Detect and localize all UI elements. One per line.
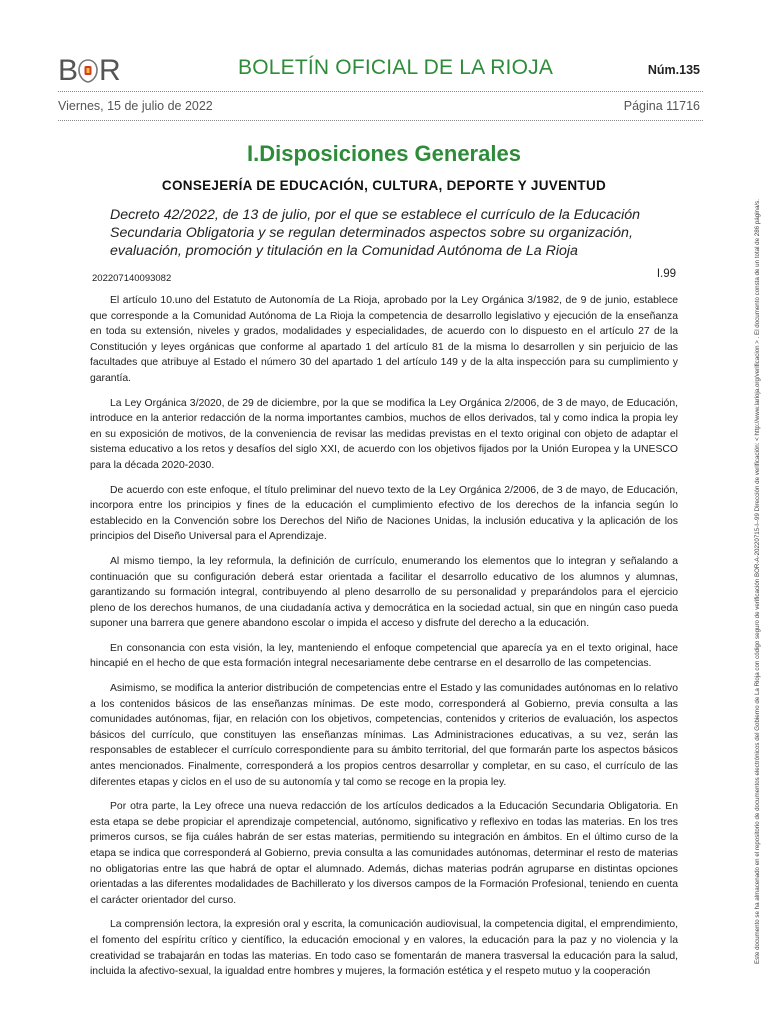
ministry-heading: CONSEJERÍA DE EDUCACIÓN, CULTURA, DEPORTE Y JUVENTUD <box>161 178 607 193</box>
bulletin-title: BOLETÍN OFICIAL DE LA RIOJA <box>238 56 554 79</box>
header-divider-bottom <box>58 120 703 121</box>
body-paragraph: La Ley Orgánica 3/2020, de 29 de diciembre, por la que se modifica la Ley Orgánica 2/2006, de 3 de mayo, de Educación, introduce en la anterior redacción de la norma importantes cambios, muchos de ellos derivados, tal y como indica la propia ley en su exposición de motivos, de la conveniencia de revisar las medidas previstas en el texto original con objeto de adaptar el sistema educativo a los retos y desafíos del siglo XXI, de acuerdo con los objetivos fijados por la Unión Europea y la UNESCO para la década 2020-2030. <box>90 397 678 471</box>
verification-note: Este documento se ha almacenado en el repositorio de documentos electrónicos del Gobierno de La Rioja con código seguro de verificación BOR-A-20220715-I--99 Dirección de verificación: < http://www.larioja.org/verificacion > . El documento consta de un total de 286 página/s. <box>754 199 761 964</box>
logo-letter-r: R <box>99 54 120 87</box>
header-divider-top <box>58 91 703 92</box>
decree-title: Decreto 42/2022, de 13 de julio, por el que se establece el currículo de la Educación Secundaria Obligatoria y se regulan determinados aspectos sobre su organización, evaluación, promoción y titulación en la Comunidad Autónoma de La Rioja <box>110 207 641 259</box>
body-paragraph: Asimismo, se modifica la anterior distribución de competencias entre el Estado y las comunidades autónomas en lo relativo a los contenidos básicos de las enseñanzas mínimas. De este modo, corresponderá al Gobierno, previa consulta a las comunidades autónomas, fijar, en relación con los objetivos, competencias, contenidos y criterios de evaluación, los aspectos básicos del currículo, que constituyen las enseñanzas mínimas. Las Administraciones educativas, a su vez, serán las responsables de establecer el currículo correspondiente para su ámbito territorial, del que formarán parte los aspectos básicos antes mencionados. Finalmente, corresponderá a los propios centros desarrollar y completar, en su caso, el currículo de las diferentes etapas y ciclos en el uso de su autonomía y tal como se recoge en la propia ley. <box>90 683 678 788</box>
body-paragraph: Por otra parte, la Ley ofrece una nueva redacción de los artículos dedicados a la Educación Secundaria Obligatoria. En esta etapa se debe propiciar el aprendizaje competencial, autónomo, significativo y reflexivo en todas las materias. En los tres primeros cursos, se fija cuáles habrán de ser estas materias, permitiendo su integración en ámbitos. En el último curso de la etapa se indica que corresponderá al Gobierno, previa consulta a las comunidades autónomas, determinar el resto de materias no obligatorias entre las que habrá de optar el alumnado. Además, dichas materias podrán agruparse en distintas opciones orientadas a las diferentes modalidades de Bachillerato y los diversos campos de la Formación Profesional, teniendo en cuenta el carácter orientador del curso. <box>90 801 678 906</box>
body-paragraph: Al mismo tiempo, la ley reformula, la definición de currículo, enumerando los elementos que lo integran y señalando a continuación que su configuración deberá estar orientada a facilitar el desarrollo educativo de los alumnos y alumnas, garantizando su formación integral, contribuyendo al pleno desarrollo de su personalidad y preparándolos para el ejercicio pleno de los derechos humanos, de una ciudadanía activa y democrática en la sociedad actual, sin que en ningún caso pueda suponer una barrera que genere abandono escolar o impida el acceso y disfrute del derecho a la educación. <box>90 555 678 630</box>
page-number: Página 11716 <box>623 99 700 113</box>
body-paragraph: En consonancia con esta visión, la ley, manteniendo el enfoque competencial que aparecía ya en el texto original, hace hincapié en el hecho de que esta formación integral necesariamente debe centrarse en el desarrollo de las competencias. <box>90 642 678 670</box>
body-paragraph: El artículo 10.uno del Estatuto de Autonomía de La Rioja, aprobado por la Ley Orgánica 3/1982, de 9 de junio, establece que corresponde a la Comunidad Autónoma de La Rioja la competencia de desarrollo legislativo y ejecución de la enseñanza en toda su extensión, niveles y grados, modalidades y especialidades, de acuerdo con lo dispuesto en el artículo 27 de la Constitución y leyes orgánicas que conforme al apartado 1 del artículo 81 de la misma lo desarrollen y sin perjuicio de las facultades que atribuye al Estado el número 30 del apartado 1 del artículo 149 y de la alta inspección para su cumplimiento y garantía. <box>90 295 678 384</box>
decree-body <box>90 293 678 989</box>
body-paragraph: La comprensión lectora, la expresión oral y escrita, la comunicación audiovisual, la competencia digital, el emprendimiento, el fomento del espíritu crítico y científico, la educación emocional y en valores, la educación para la paz y no violencia y la creatividad se trabajarán en todas las materias. En todo caso se fomentarán de manera trasversal la educación para la salud, incluida la afectivo-sexual, la igualdad entre hombres y mujeres, la formación estética y el respeto mutuo y la cooperación <box>90 919 678 978</box>
section-code: I.99 <box>656 268 676 280</box>
body-paragraph: De acuerdo con este enfoque, el título preliminar del nuevo texto de la Ley Orgánica 2/2006, de 3 de mayo, de Educación, incorpora entre los principios y fines de la educación el cumplimiento efectivo de los derechos de la infancia según lo establecido en la Convención sobre los Derechos del Niño de Naciones Unidas, la inclusión educativa y la aplicación de los principios del Diseño Universal para el Aprendizaje. <box>90 484 678 543</box>
document-code: 202207140093082 <box>92 273 172 284</box>
bor-logo <box>58 56 120 86</box>
publication-date: Viernes, 15 de julio de 2022 <box>58 99 213 113</box>
section-title: I.Disposiciones Generales <box>247 141 521 166</box>
issue-number: Núm.135 <box>647 63 700 77</box>
rioja-seal-icon <box>78 59 98 83</box>
logo-letter-b: B <box>58 54 78 87</box>
